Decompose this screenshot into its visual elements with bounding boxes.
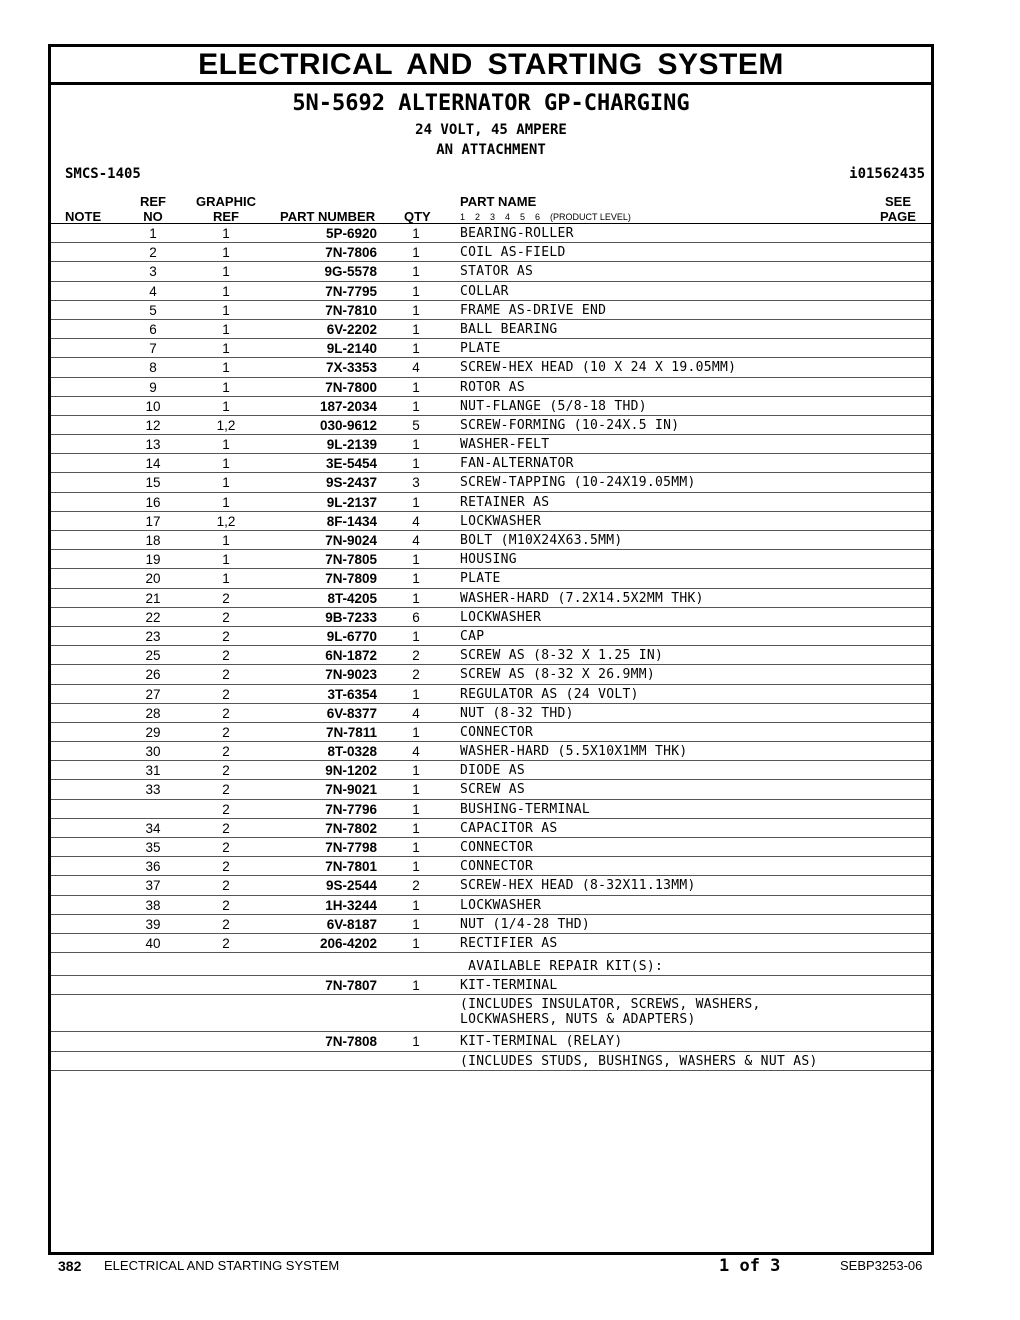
ref-number: 36 bbox=[145, 859, 161, 875]
header-graphic-bottom: REF bbox=[213, 209, 239, 224]
part-number: 7N-7805 bbox=[325, 552, 377, 568]
ref-number: 12 bbox=[145, 417, 161, 433]
header-product-levels: 1 2 3 4 5 6 (PRODUCT LEVEL) bbox=[460, 212, 631, 222]
ref-number: 16 bbox=[145, 494, 161, 510]
part-number: 6V-8187 bbox=[326, 916, 377, 932]
graphic-ref: 2 bbox=[222, 878, 230, 894]
part-name: KIT-TERMINAL (RELAY) bbox=[460, 1034, 623, 1050]
part-number: 9L-2140 bbox=[326, 341, 377, 357]
footer-doc-code: SEBP3253-06 bbox=[840, 1258, 923, 1273]
illustration-id: i01562435 bbox=[849, 166, 925, 182]
graphic-ref: 1 bbox=[222, 398, 230, 414]
part-name: CONNECTOR bbox=[460, 859, 534, 875]
kit-row bbox=[51, 976, 931, 995]
graphic-ref: 1 bbox=[222, 302, 230, 318]
part-number: 206-4202 bbox=[319, 935, 377, 951]
ref-number: 7 bbox=[149, 341, 157, 357]
part-number: 8T-4205 bbox=[327, 590, 377, 606]
part-number: 7N-7810 bbox=[325, 302, 377, 318]
ref-number: 10 bbox=[145, 398, 161, 414]
ref-number: 8 bbox=[149, 360, 157, 376]
part-name: SCREW AS (8-32 X 26.9MM) bbox=[460, 667, 656, 683]
table-row bbox=[51, 589, 931, 608]
parts-table bbox=[51, 224, 931, 1071]
footer-page-of: 1 of 3 bbox=[719, 1256, 781, 1276]
part-name: RECTIFIER AS bbox=[460, 935, 558, 951]
part-number: 7N-7809 bbox=[325, 571, 377, 587]
part-name: SCREW-FORMING (10-24X.5 IN) bbox=[460, 417, 680, 433]
table-row bbox=[51, 800, 931, 819]
header-part-number: PART NUMBER bbox=[280, 209, 376, 224]
table-row bbox=[51, 761, 931, 780]
ref-number: 4 bbox=[149, 283, 157, 299]
ref-number: 39 bbox=[145, 916, 161, 932]
ref-number: 34 bbox=[145, 820, 161, 836]
table-row bbox=[51, 896, 931, 915]
graphic-ref: 1 bbox=[222, 437, 230, 453]
quantity: 4 bbox=[412, 513, 420, 529]
quantity: 1 bbox=[412, 724, 420, 740]
ref-number: 40 bbox=[145, 935, 161, 951]
part-name: PLATE bbox=[460, 341, 501, 357]
quantity: 1 bbox=[412, 456, 420, 472]
graphic-ref: 2 bbox=[222, 609, 230, 625]
ref-number: 14 bbox=[145, 456, 161, 472]
part-number: 7X-3353 bbox=[325, 360, 377, 376]
part-name: PLATE bbox=[460, 571, 501, 587]
kit-note-row bbox=[51, 1052, 931, 1071]
ref-number: 6 bbox=[149, 321, 157, 337]
quantity: 1 bbox=[412, 302, 420, 318]
part-number: 9S-2437 bbox=[325, 475, 377, 491]
ref-number: 5 bbox=[149, 302, 157, 318]
part-number: 9L-6770 bbox=[326, 628, 377, 644]
table-row bbox=[51, 685, 931, 704]
ref-number: 21 bbox=[145, 590, 161, 606]
graphic-ref: 2 bbox=[222, 916, 230, 932]
table-row bbox=[51, 742, 931, 761]
header-see-bottom: PAGE bbox=[880, 209, 916, 224]
table-row bbox=[51, 550, 931, 569]
ref-number: 18 bbox=[145, 533, 161, 548]
part-name: LOCKWASHER bbox=[460, 897, 542, 913]
table-row bbox=[51, 627, 931, 646]
quantity: 1 bbox=[412, 283, 420, 299]
part-number: 7N-7801 bbox=[325, 859, 377, 875]
part-name: DIODE AS bbox=[460, 763, 526, 779]
part-number: 7N-9024 bbox=[325, 533, 377, 548]
table-row bbox=[51, 665, 931, 684]
footer-page-number: 382 bbox=[58, 1258, 82, 1274]
header-note: NOTE bbox=[65, 209, 102, 224]
part-name: KIT-TERMINAL bbox=[460, 978, 558, 994]
table-row bbox=[51, 339, 931, 358]
part-number: 7N-7811 bbox=[325, 724, 377, 740]
table-row bbox=[51, 876, 931, 895]
part-name: BOLT (M10X24X63.5MM) bbox=[460, 533, 623, 548]
part-name: BUSHING-TERMINAL bbox=[460, 801, 591, 817]
quantity: 1 bbox=[412, 978, 420, 994]
table-row bbox=[51, 608, 931, 627]
part-name: SCREW AS bbox=[460, 782, 526, 798]
ref-number: 1 bbox=[149, 226, 157, 241]
quantity: 1 bbox=[412, 801, 420, 817]
group-title: 5N-5692 ALTERNATOR GP-CHARGING bbox=[292, 91, 690, 116]
ref-number: 26 bbox=[145, 667, 161, 683]
ref-number: 13 bbox=[145, 437, 161, 453]
kit-heading: AVAILABLE REPAIR KIT(S): bbox=[460, 959, 664, 975]
header-part-name: PART NAME bbox=[460, 194, 537, 209]
quantity: 1 bbox=[412, 763, 420, 779]
quantity: 1 bbox=[412, 226, 420, 241]
graphic-ref: 2 bbox=[222, 782, 230, 798]
quantity: 4 bbox=[412, 744, 420, 760]
part-number: 7N-7800 bbox=[325, 379, 377, 395]
graphic-ref: 1 bbox=[222, 571, 230, 587]
quantity: 2 bbox=[412, 648, 420, 664]
ref-number: 27 bbox=[145, 686, 161, 702]
part-number: 9N-1202 bbox=[325, 763, 377, 779]
part-number: 7N-7795 bbox=[325, 283, 377, 299]
graphic-ref: 1 bbox=[222, 494, 230, 510]
subtitle-attachment: AN ATTACHMENT bbox=[436, 142, 546, 158]
header-ref-top: REF bbox=[140, 194, 166, 209]
part-name: STATOR AS bbox=[460, 264, 534, 280]
part-name: LOCKWASHER bbox=[460, 609, 542, 625]
quantity: 4 bbox=[412, 705, 420, 721]
quantity: 1 bbox=[412, 820, 420, 836]
part-number: 030-9612 bbox=[319, 417, 377, 433]
quantity: 1 bbox=[412, 245, 420, 261]
ref-number: 33 bbox=[145, 782, 161, 798]
part-name: SCREW AS (8-32 X 1.25 IN) bbox=[460, 648, 664, 664]
ref-number: 38 bbox=[145, 897, 161, 913]
section-title: ELECTRICAL AND STARTING SYSTEM bbox=[51, 47, 931, 85]
part-number: 9B-7233 bbox=[325, 609, 377, 625]
footer-section: ELECTRICAL AND STARTING SYSTEM bbox=[104, 1258, 340, 1273]
subtitle-voltage: 24 VOLT, 45 AMPERE bbox=[415, 122, 567, 138]
quantity: 5 bbox=[412, 417, 420, 433]
ref-number: 20 bbox=[145, 571, 161, 587]
part-number: 9S-2544 bbox=[325, 878, 377, 894]
part-name: CONNECTOR bbox=[460, 840, 534, 855]
part-name: FAN-ALTERNATOR bbox=[460, 456, 574, 472]
part-name: REGULATOR AS (24 VOLT) bbox=[460, 686, 639, 702]
part-name: WASHER-HARD (7.2X14.5X2MM THK) bbox=[460, 590, 704, 606]
graphic-ref: 2 bbox=[222, 667, 230, 683]
table-row bbox=[51, 646, 931, 665]
table-row bbox=[51, 397, 931, 416]
graphic-ref: 2 bbox=[222, 820, 230, 836]
kit-row bbox=[51, 1032, 931, 1051]
part-number: 7N-9023 bbox=[325, 667, 377, 683]
header-qty: QTY bbox=[404, 209, 431, 224]
ref-number: 28 bbox=[145, 705, 161, 721]
quantity: 1 bbox=[412, 321, 420, 337]
table-row bbox=[51, 262, 931, 281]
quantity: 4 bbox=[412, 360, 420, 376]
page-frame bbox=[48, 44, 934, 1255]
ref-number: 22 bbox=[145, 609, 161, 625]
graphic-ref: 1 bbox=[222, 379, 230, 395]
part-name: LOCKWASHER bbox=[460, 513, 542, 529]
part-name: CAP bbox=[460, 628, 485, 644]
part-name: NUT-FLANGE (5/8-18 THD) bbox=[460, 398, 647, 414]
graphic-ref: 1 bbox=[222, 226, 230, 241]
quantity: 2 bbox=[412, 878, 420, 894]
part-name: WASHER-HARD (5.5X10X1MM THK) bbox=[460, 744, 688, 760]
table-row bbox=[51, 915, 931, 934]
part-number: 3T-6354 bbox=[327, 686, 377, 702]
part-name: CONNECTOR bbox=[460, 724, 534, 740]
part-name: FRAME AS-DRIVE END bbox=[460, 302, 607, 318]
ref-number: 9 bbox=[149, 379, 157, 395]
part-number: 187-2034 bbox=[319, 398, 377, 414]
part-number: 7N-7796 bbox=[325, 801, 377, 817]
table-row bbox=[51, 819, 931, 838]
ref-number: 29 bbox=[145, 724, 161, 740]
quantity: 1 bbox=[412, 916, 420, 932]
table-row bbox=[51, 723, 931, 742]
table-row bbox=[51, 780, 931, 799]
part-number: 6V-2202 bbox=[326, 321, 377, 337]
quantity: 1 bbox=[412, 628, 420, 644]
ref-number: 15 bbox=[145, 475, 161, 491]
graphic-ref: 2 bbox=[222, 648, 230, 664]
part-number: 9L-2139 bbox=[326, 437, 377, 453]
part-number: 7N-7798 bbox=[325, 840, 377, 855]
part-number: 9L-2137 bbox=[326, 494, 377, 510]
table-row bbox=[51, 358, 931, 377]
table-row bbox=[51, 569, 931, 588]
graphic-ref: 1 bbox=[222, 360, 230, 376]
table-row bbox=[51, 512, 931, 531]
part-name: COLLAR bbox=[460, 283, 509, 299]
graphic-ref: 1 bbox=[222, 552, 230, 568]
quantity: 2 bbox=[412, 667, 420, 683]
part-number: 7N-7807 bbox=[325, 978, 377, 994]
quantity: 1 bbox=[412, 552, 420, 568]
graphic-ref: 2 bbox=[222, 686, 230, 702]
part-number: 6V-8377 bbox=[326, 705, 377, 721]
part-number: 7N-7808 bbox=[325, 1034, 377, 1050]
part-name: NUT (1/4-28 THD) bbox=[460, 916, 591, 932]
graphic-ref: 2 bbox=[222, 705, 230, 721]
kit-note: (INCLUDES INSULATOR, SCREWS, WASHERS, LOCKWASHERS, NUTS & ADAPTERS) bbox=[460, 997, 761, 1028]
graphic-ref: 2 bbox=[222, 840, 230, 855]
part-number: 6N-1872 bbox=[325, 648, 377, 664]
table-row bbox=[51, 378, 931, 397]
table-row bbox=[51, 704, 931, 723]
graphic-ref: 1,2 bbox=[216, 513, 236, 529]
part-number: 1H-3244 bbox=[325, 897, 377, 913]
quantity: 6 bbox=[412, 609, 420, 625]
part-number: 8F-1434 bbox=[326, 513, 377, 529]
graphic-ref: 2 bbox=[222, 763, 230, 779]
header-graphic-top: GRAPHIC bbox=[196, 194, 256, 209]
table-row bbox=[51, 857, 931, 876]
quantity: 1 bbox=[412, 264, 420, 280]
quantity: 1 bbox=[412, 935, 420, 951]
graphic-ref: 2 bbox=[222, 590, 230, 606]
part-name: ROTOR AS bbox=[460, 379, 526, 395]
part-name: RETAINER AS bbox=[460, 494, 550, 510]
quantity: 1 bbox=[412, 590, 420, 606]
quantity: 4 bbox=[412, 533, 420, 548]
ref-number: 17 bbox=[145, 513, 161, 529]
table-row bbox=[51, 934, 931, 953]
graphic-ref: 1 bbox=[222, 341, 230, 357]
graphic-ref: 1 bbox=[222, 245, 230, 261]
quantity: 1 bbox=[412, 494, 420, 510]
ref-number: 37 bbox=[145, 878, 161, 894]
quantity: 1 bbox=[412, 686, 420, 702]
quantity: 1 bbox=[412, 840, 420, 855]
table-row bbox=[51, 454, 931, 473]
table-row bbox=[51, 224, 931, 243]
table-row bbox=[51, 493, 931, 512]
part-number: 5P-6920 bbox=[325, 226, 377, 241]
ref-number: 3 bbox=[149, 264, 157, 280]
graphic-ref: 1 bbox=[222, 264, 230, 280]
graphic-ref: 2 bbox=[222, 744, 230, 760]
graphic-ref: 2 bbox=[222, 724, 230, 740]
graphic-ref: 2 bbox=[222, 897, 230, 913]
table-row bbox=[51, 838, 931, 857]
part-number: 9G-5578 bbox=[324, 264, 377, 280]
part-name: BEARING-ROLLER bbox=[460, 226, 574, 241]
graphic-ref: 1 bbox=[222, 533, 230, 548]
kit-heading-row bbox=[51, 953, 931, 976]
quantity: 1 bbox=[412, 859, 420, 875]
part-name: CAPACITOR AS bbox=[460, 820, 558, 836]
table-row bbox=[51, 301, 931, 320]
graphic-ref: 2 bbox=[222, 935, 230, 951]
quantity: 1 bbox=[412, 341, 420, 357]
part-name: SCREW-TAPPING (10-24X19.05MM) bbox=[460, 475, 696, 491]
part-name: NUT (8-32 THD) bbox=[460, 705, 574, 721]
ref-number: 23 bbox=[145, 628, 161, 644]
part-number: 3E-5454 bbox=[325, 456, 377, 472]
graphic-ref: 2 bbox=[222, 801, 230, 817]
kit-note-row bbox=[51, 995, 931, 1032]
header-ref-bottom: NO bbox=[143, 209, 163, 224]
graphic-ref: 2 bbox=[222, 628, 230, 644]
graphic-ref: 1 bbox=[222, 475, 230, 491]
graphic-ref: 1,2 bbox=[216, 417, 236, 433]
header-see-top: SEE bbox=[884, 194, 911, 209]
smcs-code: SMCS-1405 bbox=[65, 166, 141, 182]
table-row bbox=[51, 320, 931, 339]
table-row bbox=[51, 416, 931, 435]
ref-number: 35 bbox=[145, 840, 161, 855]
ref-number: 25 bbox=[145, 648, 161, 664]
ref-number: 2 bbox=[149, 245, 157, 261]
quantity: 3 bbox=[412, 475, 420, 491]
quantity: 1 bbox=[412, 398, 420, 414]
part-name: WASHER-FELT bbox=[460, 437, 550, 453]
quantity: 1 bbox=[412, 782, 420, 798]
table-row bbox=[51, 473, 931, 492]
ref-number: 19 bbox=[145, 552, 161, 568]
part-name: SCREW-HEX HEAD (10 X 24 X 19.05MM) bbox=[460, 360, 737, 376]
part-name: SCREW-HEX HEAD (8-32X11.13MM) bbox=[460, 878, 696, 894]
ref-number: 31 bbox=[145, 763, 161, 779]
quantity: 1 bbox=[412, 897, 420, 913]
table-row bbox=[51, 282, 931, 301]
part-number: 8T-0328 bbox=[327, 744, 377, 760]
table-row bbox=[51, 435, 931, 454]
graphic-ref: 1 bbox=[222, 321, 230, 337]
graphic-ref: 1 bbox=[222, 283, 230, 299]
ref-number: 30 bbox=[145, 744, 161, 760]
kit-note: (INCLUDES STUDS, BUSHINGS, WASHERS & NUT AS) bbox=[460, 1053, 818, 1069]
quantity: 1 bbox=[412, 437, 420, 453]
graphic-ref: 1 bbox=[222, 456, 230, 472]
part-number: 7N-9021 bbox=[325, 782, 377, 798]
part-name: BALL BEARING bbox=[460, 321, 558, 337]
quantity: 1 bbox=[412, 379, 420, 395]
part-number: 7N-7806 bbox=[325, 245, 377, 261]
quantity: 1 bbox=[412, 1034, 420, 1050]
part-number: 7N-7802 bbox=[325, 820, 377, 836]
part-name: HOUSING bbox=[460, 552, 517, 568]
part-name: COIL AS-FIELD bbox=[460, 245, 566, 261]
quantity: 1 bbox=[412, 571, 420, 587]
table-row bbox=[51, 243, 931, 262]
graphic-ref: 2 bbox=[222, 859, 230, 875]
table-row bbox=[51, 531, 931, 550]
